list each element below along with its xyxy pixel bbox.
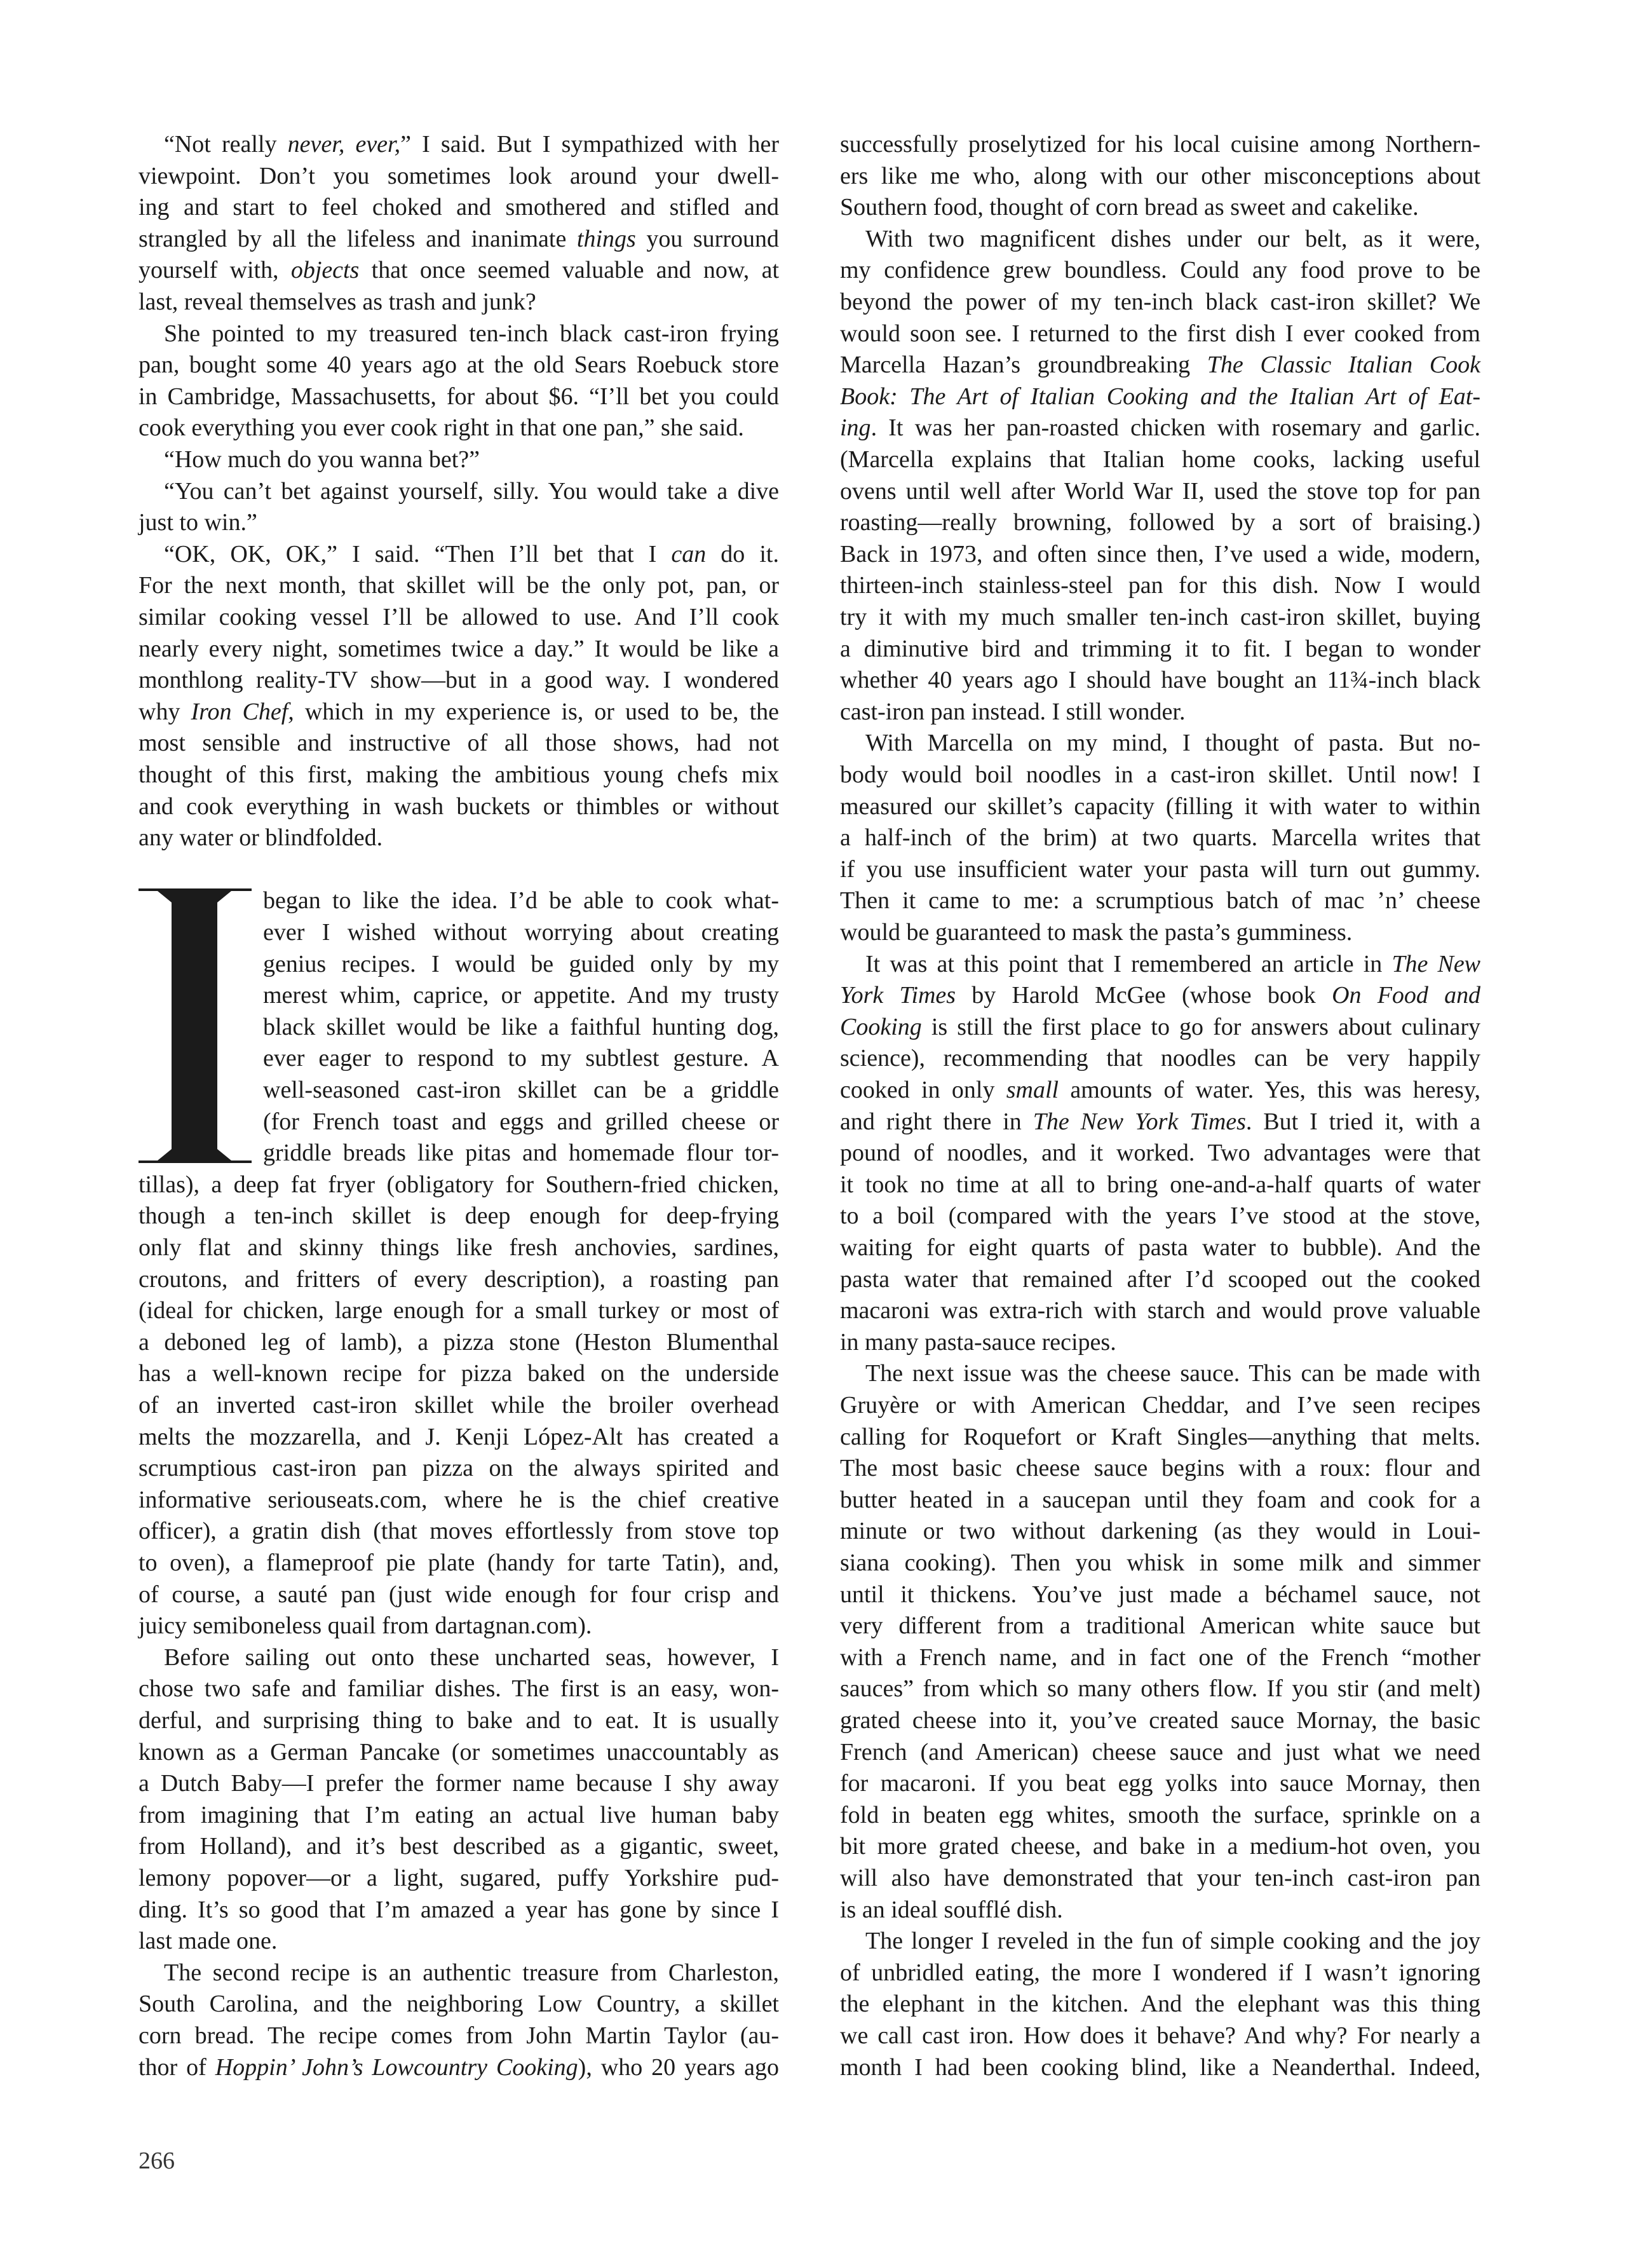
text-segment: with a French name, and in fact one of the French “mother	[840, 1644, 1480, 1671]
text-segment: siana cooking). Then you whisk in some milk and simmer	[840, 1549, 1480, 1576]
text-segment: The most basic cheese sauce begins with a roux: flour and	[840, 1455, 1480, 1482]
drop-cap-stem	[172, 891, 217, 1160]
text-segment: will also have demonstrated that your ten-inch cast-iron pan	[840, 1865, 1480, 1891]
text-segment: for macaroni. If you beat egg yolks into sauce Mornay, then	[840, 1770, 1480, 1797]
text-line	[164, 318, 779, 350]
text-line	[840, 602, 1480, 634]
text-segment: She pointed to my treasured ten-inch black cast-iron frying	[164, 320, 779, 347]
text-segment: do it.	[706, 540, 779, 568]
text-line	[263, 980, 779, 1012]
text-segment: cast-iron pan instead. I still wonder.	[840, 698, 1186, 725]
text-segment: Southern food, thought of corn bread as sweet and cakelike.	[840, 194, 1419, 221]
text-segment: thought of this first, making the ambitious young chefs mix	[139, 761, 779, 788]
italic-text: things	[576, 225, 636, 252]
text-segment: informative seriouseats.com, where he is the chief creative	[139, 1486, 779, 1513]
text-line	[139, 570, 779, 602]
text-line	[840, 1422, 1480, 1453]
text-line	[840, 255, 1480, 287]
text-segment: ), who 20 years ago	[578, 2053, 779, 2081]
text-line	[840, 381, 1480, 413]
text-line	[263, 885, 779, 917]
text-segment: only flat and skinny things like fresh anchovies, sardines,	[139, 1234, 779, 1261]
text-line	[840, 2052, 1480, 2084]
italic-text: Book: The Art of Italian Cooking and the Italian Art of Eat-	[840, 383, 1480, 410]
text-segment: body would boil noodles in a cast-iron skillet. Until now! I	[840, 761, 1480, 788]
text-segment: Marcella Hazan’s groundbreaking	[840, 351, 1207, 379]
page-number: 266	[139, 2147, 175, 2174]
text-line	[263, 949, 779, 981]
text-line	[840, 412, 1480, 444]
text-segment: The longer I reveled in the fun of simple cooking and the joy	[865, 1928, 1480, 1955]
text-segment: With Marcella on my mind, I thought of pasta. But no-	[865, 730, 1480, 757]
text-segment: ers like me who, along with our other misconceptions about	[840, 162, 1480, 189]
text-line	[840, 1737, 1480, 1769]
text-segment: bit more grated cheese, and bake in a medium-hot oven, you	[840, 1833, 1480, 1860]
text-segment: from imagining that I’m eating an actual live human baby	[139, 1801, 779, 1828]
text-segment: fold in beaten egg whites, smooth the surface, sprinkle on a	[840, 1801, 1480, 1828]
text-line	[865, 224, 1480, 255]
text-line	[840, 822, 1480, 854]
text-line	[139, 255, 779, 287]
text-segment: most sensible and instructive of all those shows, had not	[139, 730, 779, 757]
text-segment: “OK, OK, OK,” I said. “Then I’ll bet that I	[164, 540, 672, 568]
text-segment: of unbridled eating, the more I wondered if I wasn’t ignoring	[840, 1959, 1480, 1986]
text-segment: The next issue was the cheese sauce. This can be made with	[865, 1360, 1480, 1387]
text-segment: pasta water that remained after I’d scooped out the cooked	[840, 1265, 1480, 1293]
text-segment: is an ideal soufflé dish.	[840, 1896, 1063, 1923]
text-line	[139, 507, 779, 539]
text-segment: of course, a sauté pan (just wide enough for four crisp and	[139, 1581, 779, 1608]
text-segment: beyond the power of my ten-inch black cast-iron skillet? We	[840, 289, 1480, 315]
text-line	[139, 1768, 779, 1800]
text-line	[164, 1957, 779, 1989]
text-segment: macaroni was extra-rich with starch and would prove valuable	[840, 1297, 1480, 1324]
text-segment: ding. It’s so good that I’m amazed a year has gone by since I	[139, 1896, 779, 1923]
text-line	[139, 287, 779, 318]
text-line	[139, 1610, 779, 1642]
text-line	[840, 161, 1480, 193]
text-line	[139, 1989, 779, 2020]
text-line	[840, 854, 1480, 886]
text-segment: a Dutch Baby—I prefer the former name because I shy away	[139, 1770, 779, 1797]
text-segment: just to win.”	[139, 509, 257, 536]
text-segment: . It was her pan-roasted chicken with rosemary and garlic.	[870, 414, 1480, 442]
text-segment: ing and start to feel choked and smothered and stifled and	[139, 194, 779, 221]
text-line	[263, 1043, 779, 1075]
drop-cap-bottom-serif	[158, 1149, 231, 1160]
drop-cap-bottom-rule	[139, 1160, 252, 1163]
text-line	[840, 1390, 1480, 1422]
text-line	[840, 1043, 1480, 1075]
text-line	[263, 1106, 779, 1138]
text-segment: monthlong reality-TV show—but in a good way. I wondered	[139, 667, 779, 694]
text-segment: yourself with,	[139, 257, 291, 284]
text-line	[840, 759, 1480, 791]
text-line	[139, 1579, 779, 1611]
text-segment: you surround	[635, 225, 779, 252]
text-segment: from Holland), and it’s best described as a gigantic, sweet,	[139, 1833, 779, 1860]
text-segment: derful, and surprising thing to bake and to eat. It is usually	[139, 1707, 779, 1734]
text-line	[139, 1831, 779, 1863]
text-line	[840, 1453, 1480, 1485]
text-line	[840, 318, 1480, 350]
text-segment: (for French toast and eggs and grilled cheese or	[263, 1108, 779, 1135]
text-segment: very different from a traditional American white sauce but	[840, 1612, 1480, 1640]
text-segment: if you use insufficient water your pasta will turn out gummy.	[840, 855, 1480, 883]
text-segment: . But I tried it, with a	[1245, 1108, 1480, 1135]
text-line	[139, 1895, 779, 1926]
text-segment: month I had been cooking blind, like a Neanderthal. Indeed,	[840, 2053, 1480, 2081]
text-line	[840, 350, 1480, 381]
text-line	[840, 697, 1480, 728]
text-segment: black skillet would be like a faithful hunting dog,	[263, 1013, 779, 1040]
text-segment: ever eager to respond to my subtlest gesture. A	[263, 1045, 779, 1072]
text-line	[840, 570, 1480, 602]
text-segment: measured our skillet’s capacity (filling it with water to within	[840, 793, 1480, 820]
text-segment: ever I wished without worrying about creating	[263, 919, 779, 946]
text-segment: well-seasoned cast-iron skillet can be a griddle	[263, 1077, 779, 1103]
text-line	[139, 728, 779, 759]
text-line	[840, 1831, 1480, 1863]
text-segment: tillas), a deep fat fryer (obligatory for Southern-fried chicken,	[139, 1171, 779, 1198]
text-segment: lemony popover—or a light, sugared, puffy Yorkshire pud-	[139, 1865, 779, 1891]
text-line	[164, 1642, 779, 1674]
text-line	[840, 791, 1480, 823]
text-segment: croutons, and fritters of every description), a roasting pan	[139, 1265, 779, 1293]
text-segment: minute or two without darkening (as they would in Loui-	[840, 1518, 1480, 1545]
text-segment: scrumptious cast-iron pan pizza on the always spirited and	[139, 1455, 779, 1482]
text-line	[139, 1201, 779, 1232]
text-line	[840, 1673, 1480, 1705]
italic-text: can	[671, 540, 707, 568]
text-segment: a diminutive bird and trimming it to fit. I began to wonder	[840, 635, 1480, 662]
text-segment: chose two safe and familiar dishes. The first is an easy, won-	[139, 1675, 779, 1703]
text-line	[840, 1485, 1480, 1516]
text-segment: and right there in	[840, 1108, 1033, 1135]
text-line	[139, 1800, 779, 1832]
text-line	[840, 1800, 1480, 1832]
text-segment: Then it came to me: a scrumptious batch of mac ’n’ cheese	[840, 887, 1480, 915]
drop-cap-top-serif	[158, 891, 231, 902]
italic-text: Iron Chef,	[191, 698, 294, 725]
text-segment: pound of noodles, and it worked. Two advantages were that	[840, 1140, 1480, 1167]
italic-text: Hoppin’ John’s Lowcountry Cooking	[215, 2053, 578, 2081]
text-line	[840, 539, 1480, 571]
text-segment: science), recommending that noodles can be very happily	[840, 1045, 1480, 1072]
text-segment: For the next month, that skillet will be the only pot, pan, or	[139, 572, 779, 599]
text-segment: in many pasta-sauce recipes.	[840, 1328, 1116, 1356]
text-segment: French (and American) cheese sauce and just what we need	[840, 1738, 1480, 1766]
text-segment: to oven), a flameproof pie plate (handy for tarte Tatin), and,	[139, 1549, 779, 1576]
text-line	[139, 224, 779, 255]
text-segment: which in my experience is, or used to be, the	[294, 698, 779, 725]
text-line	[164, 476, 779, 508]
italic-text: The New York Times	[1032, 1108, 1246, 1135]
text-line	[139, 1485, 779, 1516]
text-segment: a deboned leg of lamb), a pizza stone (Heston Blumenthal	[139, 1328, 779, 1356]
text-line	[840, 1579, 1480, 1611]
text-segment: amounts of water. Yes, this was heresy,	[1059, 1077, 1480, 1103]
text-line	[865, 1926, 1480, 1957]
text-line	[139, 1863, 779, 1895]
text-segment: It was at this point that I remembered an article in	[865, 950, 1392, 977]
text-line	[139, 1295, 779, 1327]
text-line	[139, 1516, 779, 1548]
text-line	[139, 1548, 779, 1579]
italic-text: On Food and	[1332, 982, 1480, 1009]
text-line	[263, 1075, 779, 1106]
text-line	[139, 1169, 779, 1201]
text-segment: that once seemed valuable and now, at	[359, 257, 779, 284]
text-segment: why	[139, 698, 191, 725]
text-segment: has a well-known recipe for pizza baked on the underside	[139, 1360, 779, 1387]
text-segment: last made one.	[139, 1928, 278, 1955]
text-line	[840, 444, 1480, 476]
text-segment: (Marcella explains that Italian home cooks, lacking useful	[840, 446, 1480, 473]
text-segment: calling for Roquefort or Kraft Singles—anything that melts.	[840, 1423, 1480, 1450]
italic-text: ing	[840, 414, 871, 442]
text-line	[139, 192, 779, 224]
text-segment: genius recipes. I would be guided only by my	[263, 950, 779, 977]
text-line	[139, 1232, 779, 1264]
text-segment: known as a German Pancake (or sometimes unaccountably as	[139, 1738, 779, 1766]
text-segment: viewpoint. Don’t you sometimes look around your dwell-	[139, 162, 779, 189]
text-line	[263, 1138, 779, 1169]
drop-cap-letter-i	[139, 888, 252, 1163]
text-segment: “How much do you wanna bet?”	[164, 446, 480, 473]
text-segment: though a ten-inch skillet is deep enough for deep-frying	[139, 1202, 779, 1230]
text-segment: any water or blindfolded.	[139, 824, 383, 852]
text-line	[139, 1327, 779, 1359]
text-line	[840, 1012, 1480, 1044]
text-segment: ” I said. But I sympathized with her	[400, 131, 779, 158]
text-segment: similar cooking vessel I’ll be allowed to use. And I’ll cook	[139, 604, 779, 630]
text-line	[840, 1327, 1480, 1359]
text-segment: thirteen-inch stainless-steel pan for this dish. Now I would	[840, 572, 1480, 599]
text-segment: is still the first place to go for answers about culinary	[921, 1013, 1480, 1040]
text-segment: sauces” from which so many others flow. If you stir (and melt)	[840, 1675, 1480, 1703]
text-segment: officer), a gratin dish (that moves effortlessly from stove top	[139, 1518, 779, 1545]
text-segment: whether 40 years ago I should have bought an 11¾-inch black	[840, 667, 1480, 694]
text-line	[840, 1106, 1480, 1138]
text-line	[139, 412, 779, 444]
italic-text: Cooking	[840, 1013, 922, 1040]
text-segment: ovens until well after World War II, used the stove top for pan	[840, 477, 1480, 505]
text-line	[865, 949, 1480, 981]
text-line	[840, 1610, 1480, 1642]
text-line	[840, 1768, 1480, 1800]
text-segment: would soon see. I returned to the first dish I ever cooked from	[840, 320, 1480, 347]
text-line	[840, 1705, 1480, 1737]
text-segment: strangled by all the lifeless and inanimate	[139, 225, 577, 252]
text-line	[139, 1390, 779, 1422]
text-line	[840, 1201, 1480, 1232]
text-line	[840, 129, 1480, 161]
text-segment: successfully proselytized for his local cuisine among Northern-	[840, 131, 1480, 158]
text-line	[840, 1957, 1480, 1989]
text-segment: “Not really	[164, 131, 288, 158]
text-segment: Back in 1973, and often since then, I’ve used a wide, modern,	[840, 540, 1480, 568]
text-line	[139, 1264, 779, 1296]
text-line	[865, 1358, 1480, 1390]
text-line	[840, 1138, 1480, 1169]
text-segment: waiting for eight quarts of pasta water to bubble). And the	[840, 1234, 1480, 1261]
text-segment: the elephant in the kitchen. And the elephant was this thing	[840, 1991, 1480, 2018]
text-segment: South Carolina, and the neighboring Low Country, a skillet	[139, 1991, 779, 2018]
text-line	[840, 980, 1480, 1012]
text-segment: Before sailing out onto these uncharted seas, however, I	[164, 1644, 779, 1671]
text-line	[840, 1863, 1480, 1895]
text-segment: “You can’t bet against yourself, silly. You would take a dive	[164, 477, 779, 505]
text-line	[139, 1926, 779, 1957]
text-line	[840, 1548, 1480, 1579]
text-line	[840, 1264, 1480, 1296]
text-segment: roasting—really browning, followed by a sort of braising.)	[840, 509, 1480, 536]
text-line	[840, 1895, 1480, 1926]
text-line	[139, 2052, 779, 2084]
italic-text: The New	[1391, 950, 1480, 977]
text-line	[840, 634, 1480, 665]
italic-text: York Times	[840, 982, 956, 1009]
text-line	[139, 161, 779, 193]
text-line	[840, 1516, 1480, 1548]
text-line	[840, 476, 1480, 508]
text-line	[139, 791, 779, 823]
text-line	[840, 2020, 1480, 2052]
text-line	[139, 1453, 779, 1485]
text-segment: and cook everything in wash buckets or thimbles or without	[139, 793, 779, 820]
text-segment: With two magnificent dishes under our belt, as it were,	[865, 225, 1480, 252]
text-line	[840, 1169, 1480, 1201]
text-segment: began to like the idea. I’d be able to cook what-	[263, 887, 779, 915]
text-line	[263, 917, 779, 949]
text-segment: pan, bought some 40 years ago at the old Sears Roebuck store	[139, 351, 779, 379]
text-segment: to a boil (compared with the years I’ve stood at the stove,	[840, 1202, 1480, 1230]
text-segment: merest whim, caprice, or appetite. And my trusty	[263, 982, 779, 1009]
text-segment: it took no time at all to bring one-and-a-half quarts of water	[840, 1171, 1480, 1198]
text-line	[139, 350, 779, 381]
text-line	[840, 1295, 1480, 1327]
italic-text: small	[1006, 1077, 1059, 1103]
text-segment: (ideal for chicken, large enough for a small turkey or most of	[139, 1297, 779, 1324]
text-line	[139, 1422, 779, 1453]
text-line	[865, 728, 1480, 759]
text-segment: try it with my much smaller ten-inch cast-iron skillet, buying	[840, 604, 1480, 630]
text-line	[840, 665, 1480, 697]
text-segment: The second recipe is an authentic treasure from Charleston,	[164, 1959, 779, 1986]
text-line	[139, 1737, 779, 1769]
text-segment: of an inverted cast-iron skillet while the broiler overhead	[139, 1392, 779, 1419]
text-segment: thor of	[139, 2053, 215, 2081]
drop-cap-top-rule	[139, 888, 252, 891]
text-segment: griddle breads like pitas and homemade flour tor-	[263, 1140, 779, 1167]
text-line	[840, 1232, 1480, 1264]
text-line	[139, 822, 779, 854]
text-segment: cooked in only	[840, 1077, 1006, 1103]
text-segment: melts the mozzarella, and J. Kenji López-Alt has created a	[139, 1423, 779, 1450]
text-segment: by Harold McGee (whose book	[955, 982, 1332, 1009]
text-segment: grated cheese into it, you’ve created sauce Mornay, the basic	[840, 1707, 1480, 1734]
italic-text: never, ever,	[287, 131, 401, 158]
text-line	[164, 444, 779, 476]
text-line	[139, 697, 779, 728]
text-line	[840, 1989, 1480, 2020]
text-line	[840, 507, 1480, 539]
text-line	[840, 917, 1480, 949]
text-segment: until it thickens. You’ve just made a béchamel sauce, not	[840, 1581, 1480, 1608]
text-segment: my confidence grew boundless. Could any food prove to be	[840, 257, 1480, 284]
italic-text: The Classic Italian Cook	[1207, 351, 1480, 379]
text-line	[139, 1705, 779, 1737]
text-line	[139, 1673, 779, 1705]
text-line	[263, 1012, 779, 1044]
text-segment: cook everything you ever cook right in that one pan,” she said.	[139, 414, 744, 442]
text-line	[139, 759, 779, 791]
text-line	[840, 1075, 1480, 1106]
italic-text: objects	[290, 257, 360, 284]
text-segment: juicy semiboneless quail from dartagnan.com).	[139, 1612, 592, 1640]
text-line	[840, 885, 1480, 917]
text-segment: Gruyère or with American Cheddar, and I’ve seen recipes	[840, 1392, 1480, 1419]
text-segment: would be guaranteed to mask the pasta’s gumminess.	[840, 919, 1353, 946]
text-segment: we call cast iron. How does it behave? And why? For nearly a	[840, 2022, 1480, 2049]
text-segment: butter heated in a saucepan until they foam and cook for a	[840, 1486, 1480, 1513]
text-line	[139, 2020, 779, 2052]
text-line	[840, 1642, 1480, 1674]
text-segment: nearly every night, sometimes twice a day.” It would be like a	[139, 635, 779, 662]
text-line	[139, 602, 779, 634]
text-line	[840, 287, 1480, 318]
text-segment: a half-inch of the brim) at two quarts. Marcella writes that	[840, 824, 1480, 852]
text-line	[139, 1358, 779, 1390]
text-line	[840, 192, 1480, 224]
text-segment: corn bread. The recipe comes from John Martin Taylor (au-	[139, 2022, 779, 2049]
text-line	[139, 665, 779, 697]
text-line	[139, 634, 779, 665]
text-segment: in Cambridge, Massachusetts, for about $6. “I’ll bet you could	[139, 383, 779, 410]
text-segment: last, reveal themselves as trash and junk?	[139, 289, 536, 315]
text-line	[164, 129, 779, 161]
text-line	[164, 539, 779, 571]
text-line	[139, 381, 779, 413]
